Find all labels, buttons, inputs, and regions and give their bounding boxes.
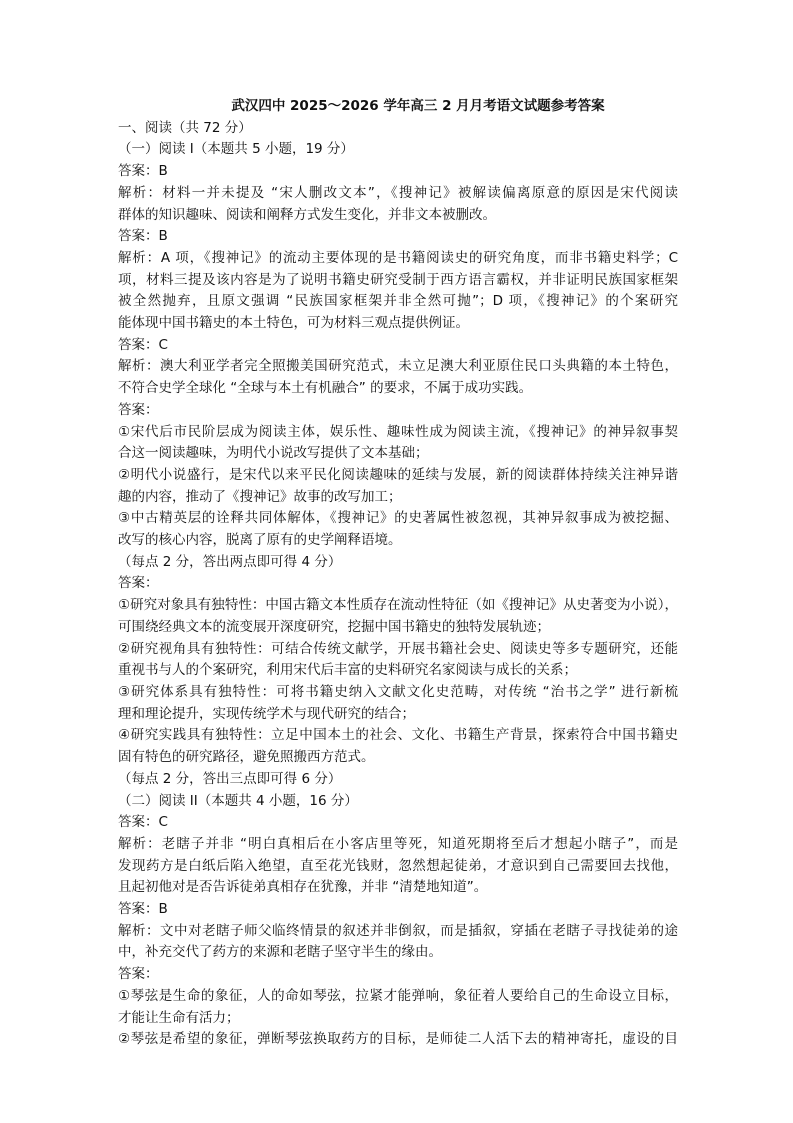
text-line: 趣的内容，推动了《搜神记》故事的改写加工； bbox=[118, 488, 402, 505]
text-line: （每点 2 分，答出三点即可得 6 分） bbox=[118, 770, 342, 787]
text-line: 能体现中国书籍史的本土特色，可为材料三观点提供例证。 bbox=[118, 315, 469, 332]
text-line: ①宋代后市民阶层成为阅读主体，娱乐性、趣味性成为阅读主流，《搜神记》的神异叙事契 bbox=[118, 423, 678, 440]
text-line: 答案：B bbox=[118, 901, 168, 918]
text-line: 改写的核心内容，脱离了原有的史学阐释语境。 bbox=[118, 532, 402, 549]
text-line: 固有特色的研究路径，避免照搬西方范式。 bbox=[118, 749, 375, 766]
text-line: （二）阅读 II（本题共 4 小题，16 分） bbox=[118, 792, 358, 809]
text-line: 答案：B bbox=[118, 163, 168, 180]
document-body bbox=[118, 118, 678, 1051]
text-line: 答案：C bbox=[118, 814, 168, 831]
text-line: 合这一阅读趣味，为明代小说改写提供了文本基础； bbox=[118, 445, 429, 462]
document-title: 武汉四中 2025～2026 学年高三 2 月月考语文试题参考答案 bbox=[231, 98, 605, 114]
text-line: ③中古精英层的诠释共同体解体，《搜神记》的史著属性被忽视，其神异叙事成为被挖掘、 bbox=[118, 510, 678, 527]
text-line: 答案： bbox=[118, 575, 159, 592]
text-line: ②明代小说盛行，是宋代以来平民化阅读趣味的延续与发展，新的阅读群体持续关注神异谐 bbox=[118, 466, 678, 483]
text-line: 答案： bbox=[118, 401, 159, 418]
text-line: 被全然抛弃，且原文强调 “民族国家框架并非全然可抛”；D 项，《搜神记》的个案研究 bbox=[118, 293, 678, 310]
text-line: 群体的知识趣味、阅读和阐释方式发生变化，并非文本被删改。 bbox=[118, 206, 496, 223]
text-line: 重视书与人的个案研究，利用宋代后丰富的史料研究名家阅读与成长的关系； bbox=[118, 662, 577, 679]
text-line: 解析：A 项，《搜神记》的流动主要体现的是书籍阅读史的研究角度，而非书籍史料学；C bbox=[118, 249, 678, 266]
text-line: ②研究视角具有独特性：可结合传统文献学，开展书籍社会史、阅读史等多专题研究，还能 bbox=[118, 640, 678, 657]
text-line: 解析：文中对老瞎子师父临终情景的叙述并非倒叙，而是插叙，穿插在老瞎子寻找徒弟的途 bbox=[118, 922, 678, 939]
text-line: 理和理论提升，实现传统学术与现代研究的结合； bbox=[118, 705, 415, 722]
text-line: 发现药方是白纸后陷入绝望，直至花光钱财，忽然想起徒弟，才意识到自己需要回去找他， bbox=[118, 857, 678, 874]
text-line: 解析：老瞎子并非 “明白真相后在小客店里等死，知道死期将至后才想起小瞎子”，而是 bbox=[118, 835, 678, 852]
text-line: （一）阅读 I（本题共 5 小题，19 分） bbox=[118, 141, 354, 158]
text-line: 答案：C bbox=[118, 336, 168, 353]
text-line: 中，补充交代了药方的来源和老瞎子坚守半生的缘由。 bbox=[118, 944, 442, 961]
text-line: 且起初他对是否告诉徒弟真相存在犹豫，并非 “清楚地知道”。 bbox=[118, 879, 488, 896]
text-line: （每点 2 分，答出两点即可得 4 分） bbox=[118, 553, 342, 570]
text-line: ①研究对象具有独特性：中国古籍文本性质存在流动性特征（如《搜神记》从史著变为小说）， bbox=[118, 597, 678, 614]
document-page bbox=[118, 96, 678, 1051]
text-line: ②琴弦是希望的象征，弹断琴弦换取药方的目标，是师徒二人活下去的精神寄托，虚设的目 bbox=[118, 1031, 678, 1048]
text-line: ④研究实践具有独特性：立足中国本土的社会、文化、书籍生产背景，探索符合中国书籍史 bbox=[118, 727, 678, 744]
text-line: ③研究体系具有独特性：可将书籍史纳入文献文化史范畴，对传统 “治书之学” 进行新梳 bbox=[118, 683, 678, 700]
text-line: 答案： bbox=[118, 966, 159, 983]
text-line: 解析：澳大利亚学者完全照搬美国研究范式，未立足澳大利亚原住民口头典籍的本土特色， bbox=[118, 358, 678, 375]
text-line: 可围绕经典文本的流变展开深度研究，挖掘中国书籍史的独特发展轨迹； bbox=[118, 618, 550, 635]
text-line: 答案：B bbox=[118, 228, 168, 245]
text-line: 才能让生命有活力； bbox=[118, 1009, 240, 1026]
text-line: 一、阅读（共 72 分） bbox=[118, 119, 252, 136]
text-line: ①琴弦是生命的象征，人的命如琴弦，拉紧才能弹响，象征着人要给自己的生命设立目标， bbox=[118, 987, 678, 1004]
text-line: 解析：材料一并未提及 “宋人删改文本”，《搜神记》被解读偏离原意的原因是宋代阅读 bbox=[118, 184, 678, 201]
text-line: 不符合史学全球化 “全球与本土有机融合” 的要求，不属于成功实践。 bbox=[118, 380, 533, 397]
text-line: 项，材料三提及该内容是为了说明书籍史研究受制于西方语言霸权，并非证明民族国家框架 bbox=[118, 271, 678, 288]
